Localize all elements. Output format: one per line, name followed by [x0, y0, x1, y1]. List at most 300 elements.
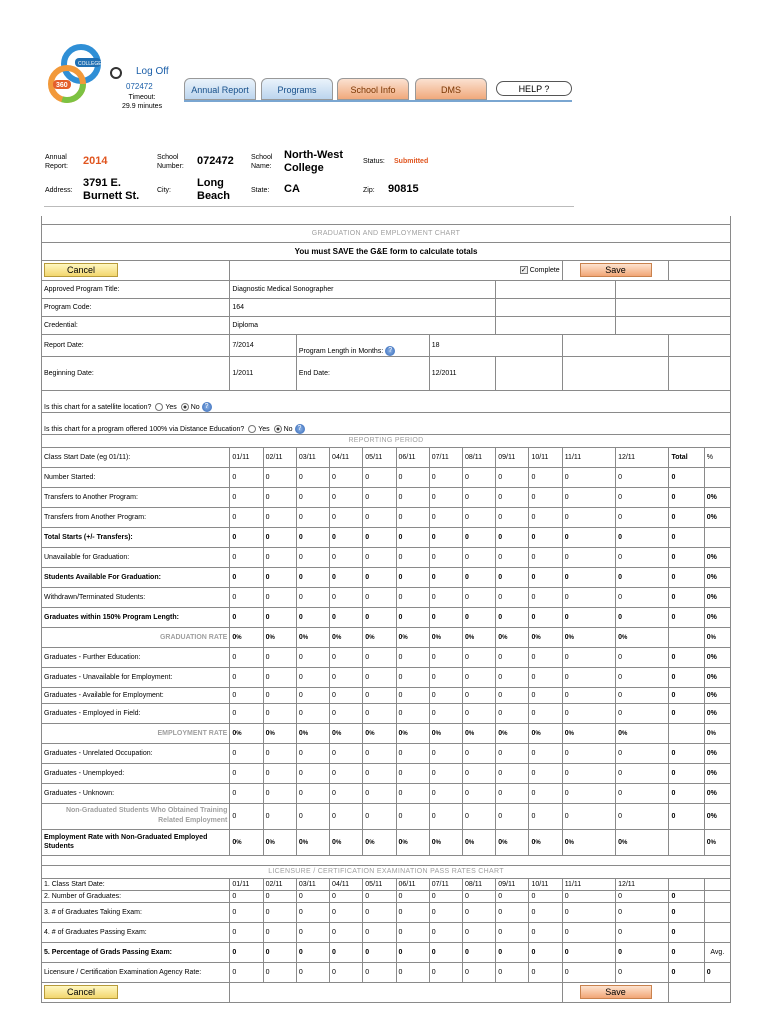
value-cell[interactable]: 0: [462, 687, 495, 703]
value-cell: 0: [230, 942, 263, 962]
value-cell[interactable]: 0: [230, 647, 263, 667]
value-cell[interactable]: 0: [429, 962, 462, 982]
value-cell[interactable]: 0: [363, 507, 396, 527]
value-cell[interactable]: 0: [429, 647, 462, 667]
value-cell[interactable]: 0: [496, 962, 529, 982]
school-code: 072472: [126, 82, 153, 91]
value-cell[interactable]: 0: [529, 567, 562, 587]
value-cell[interactable]: 0: [330, 763, 363, 783]
value-cell[interactable]: 0: [562, 467, 615, 487]
value-cell[interactable]: 0: [363, 922, 396, 942]
value-cell[interactable]: 0: [296, 607, 329, 627]
value-cell[interactable]: 0: [396, 803, 429, 829]
save-button[interactable]: Save: [580, 985, 652, 999]
value-cell[interactable]: 0: [462, 922, 495, 942]
value-cell[interactable]: 0: [363, 647, 396, 667]
value-cell[interactable]: 0: [296, 587, 329, 607]
tab-dms[interactable]: DMS: [415, 78, 487, 100]
value-cell[interactable]: 0: [396, 527, 429, 547]
value-cell[interactable]: 0: [263, 962, 296, 982]
value-cell[interactable]: 0: [230, 763, 263, 783]
value-cell[interactable]: 0: [616, 922, 669, 942]
value-cell: 0: [529, 942, 562, 962]
value-cell[interactable]: 0: [616, 587, 669, 607]
tab-school-info[interactable]: School Info: [337, 78, 409, 100]
empty-cell: [496, 280, 616, 298]
yes-label: Yes: [165, 403, 177, 411]
value-cell[interactable]: 0: [529, 467, 562, 487]
value-cell[interactable]: 0: [330, 667, 363, 687]
value-cell[interactable]: 0: [462, 890, 495, 902]
value-cell[interactable]: 0: [296, 743, 329, 763]
value-cell[interactable]: 0: [230, 902, 263, 922]
rate-cell: 0%: [396, 723, 429, 743]
value-cell[interactable]: 0: [529, 803, 562, 829]
value-cell[interactable]: 0: [616, 687, 669, 703]
value-cell[interactable]: 0: [296, 547, 329, 567]
value-cell[interactable]: 0: [496, 667, 529, 687]
distance-question: Is this chart for a program offered 100% via Distance Education?: [44, 425, 245, 433]
value-cell[interactable]: 0: [616, 547, 669, 567]
value-cell[interactable]: 0: [263, 487, 296, 507]
total-cell: 0: [669, 687, 704, 703]
value-cell[interactable]: 0: [496, 467, 529, 487]
value-cell[interactable]: 0: [363, 607, 396, 627]
value-cell[interactable]: 0: [462, 743, 495, 763]
value-cell[interactable]: 0: [296, 507, 329, 527]
value-cell[interactable]: 0: [529, 962, 562, 982]
value-cell[interactable]: 0: [296, 647, 329, 667]
value-cell[interactable]: 0: [462, 667, 495, 687]
licensure-month[interactable]: 01/11: [230, 878, 263, 890]
value-cell[interactable]: 0: [562, 703, 615, 723]
value-cell[interactable]: 0: [363, 743, 396, 763]
value-cell[interactable]: 0: [263, 763, 296, 783]
value-cell[interactable]: 0: [330, 527, 363, 547]
value-cell[interactable]: 0: [396, 743, 429, 763]
licensure-month[interactable]: 11/11: [562, 878, 615, 890]
value-cell[interactable]: 0: [496, 783, 529, 803]
value-cell[interactable]: 0: [396, 647, 429, 667]
complete-checkbox[interactable]: ✓: [520, 267, 527, 274]
value-cell[interactable]: 0: [616, 902, 669, 922]
value-cell[interactable]: 0: [529, 763, 562, 783]
value-cell[interactable]: 0: [562, 687, 615, 703]
value-cell[interactable]: 0: [462, 527, 495, 547]
value-cell[interactable]: 0: [496, 902, 529, 922]
value-cell[interactable]: 0: [529, 507, 562, 527]
value-cell[interactable]: 0: [496, 507, 529, 527]
value-cell[interactable]: 0: [296, 567, 329, 587]
value-cell[interactable]: 0: [330, 547, 363, 567]
value-cell[interactable]: 0: [496, 587, 529, 607]
value-cell[interactable]: 0: [330, 487, 363, 507]
help-icon[interactable]: ?: [295, 424, 305, 434]
satellite-no-radio[interactable]: [181, 403, 189, 411]
value-cell[interactable]: 0: [496, 703, 529, 723]
value-cell[interactable]: 0: [263, 703, 296, 723]
value-cell[interactable]: 0: [529, 547, 562, 567]
value-cell[interactable]: 0: [263, 647, 296, 667]
tab-annual-report[interactable]: Annual Report: [184, 78, 256, 100]
total-cell: 0: [669, 803, 704, 829]
value-cell[interactable]: 0: [496, 803, 529, 829]
value-cell[interactable]: 0: [363, 467, 396, 487]
value-cell[interactable]: 0: [496, 647, 529, 667]
value-cell[interactable]: 0: [296, 763, 329, 783]
cancel-button[interactable]: Cancel: [44, 985, 118, 999]
value-cell[interactable]: 0: [396, 587, 429, 607]
save-cell: [562, 982, 669, 1002]
value-cell[interactable]: 0: [330, 902, 363, 922]
value-cell[interactable]: 0: [529, 527, 562, 547]
value-cell[interactable]: 0: [230, 687, 263, 703]
value-cell[interactable]: 0: [330, 647, 363, 667]
report-date-value[interactable]: 7/2014: [230, 334, 296, 356]
value-cell[interactable]: 0: [562, 890, 615, 902]
value-cell[interactable]: 0: [562, 922, 615, 942]
value-cell[interactable]: 0: [429, 902, 462, 922]
value-cell[interactable]: 0: [263, 607, 296, 627]
rate-cell: 0%: [496, 829, 529, 855]
no-label: No: [283, 425, 293, 433]
value-cell[interactable]: 0: [396, 607, 429, 627]
value-cell[interactable]: 0: [396, 962, 429, 982]
value-cell[interactable]: 0: [230, 527, 263, 547]
value-cell[interactable]: 0: [363, 803, 396, 829]
value-cell[interactable]: 0: [429, 743, 462, 763]
value-cell[interactable]: 0: [529, 647, 562, 667]
tab-programs[interactable]: Programs: [261, 78, 333, 100]
distance-yes-radio[interactable]: [248, 425, 256, 433]
value-cell[interactable]: 0: [330, 743, 363, 763]
value-cell[interactable]: 0: [363, 487, 396, 507]
help-icon[interactable]: ?: [202, 402, 212, 412]
value-cell[interactable]: 0: [363, 687, 396, 703]
value-cell[interactable]: 0: [496, 763, 529, 783]
value-cell[interactable]: 0: [230, 567, 263, 587]
value-cell[interactable]: 0: [496, 687, 529, 703]
value-cell[interactable]: 0: [296, 922, 329, 942]
value-cell[interactable]: 0: [263, 890, 296, 902]
value-cell[interactable]: 0: [616, 703, 669, 723]
rate-cell: 0%: [616, 723, 669, 743]
value-cell[interactable]: 0: [363, 783, 396, 803]
value-cell[interactable]: 0: [230, 607, 263, 627]
value-cell[interactable]: 0: [396, 703, 429, 723]
value-cell[interactable]: 0: [263, 527, 296, 547]
value-cell[interactable]: 0: [263, 567, 296, 587]
value-cell[interactable]: 0: [562, 567, 615, 587]
value-cell[interactable]: 0: [529, 743, 562, 763]
value-cell[interactable]: 0: [616, 743, 669, 763]
value-cell[interactable]: 0: [396, 763, 429, 783]
value-cell[interactable]: 0: [396, 487, 429, 507]
value-cell[interactable]: 0: [363, 667, 396, 687]
beginning-date-value[interactable]: 1/2011: [230, 356, 296, 390]
licensure-month[interactable]: 08/11: [462, 878, 495, 890]
licensure-month[interactable]: 05/11: [363, 878, 396, 890]
cancel-button[interactable]: Cancel: [44, 263, 118, 277]
row-label: Total Starts (+/- Transfers):: [42, 527, 230, 547]
value-cell[interactable]: 0: [462, 783, 495, 803]
save-button[interactable]: Save: [580, 263, 652, 277]
value-cell[interactable]: 0: [562, 803, 615, 829]
value-cell[interactable]: 0: [429, 703, 462, 723]
value-cell[interactable]: 0: [396, 667, 429, 687]
value-cell[interactable]: 0: [429, 587, 462, 607]
value-cell[interactable]: 0: [363, 703, 396, 723]
value-cell[interactable]: 0: [330, 922, 363, 942]
licensure-month[interactable]: 02/11: [263, 878, 296, 890]
value-cell[interactable]: 0: [462, 803, 495, 829]
licensure-month[interactable]: 06/11: [396, 878, 429, 890]
value-cell[interactable]: 0: [616, 467, 669, 487]
value-cell[interactable]: 0: [462, 703, 495, 723]
value-cell[interactable]: 0: [562, 962, 615, 982]
value-cell[interactable]: 0: [263, 507, 296, 527]
value-cell[interactable]: 0: [296, 902, 329, 922]
licensure-month[interactable]: 09/11: [496, 878, 529, 890]
value-cell[interactable]: 0: [562, 487, 615, 507]
value-cell[interactable]: 0: [263, 803, 296, 829]
value-cell[interactable]: 0: [263, 783, 296, 803]
value-cell[interactable]: 0: [429, 487, 462, 507]
value-cell[interactable]: 0: [330, 890, 363, 902]
value-cell[interactable]: 0: [263, 902, 296, 922]
value-cell[interactable]: 0: [296, 527, 329, 547]
value-cell[interactable]: 0: [363, 763, 396, 783]
value-cell[interactable]: 0: [330, 507, 363, 527]
value-cell[interactable]: 0: [396, 547, 429, 567]
value-cell[interactable]: 0: [429, 687, 462, 703]
value-cell[interactable]: 0: [496, 567, 529, 587]
value-cell[interactable]: 0: [562, 763, 615, 783]
value-cell[interactable]: 0: [616, 783, 669, 803]
value-cell[interactable]: 0: [462, 607, 495, 627]
value-cell[interactable]: 0: [429, 763, 462, 783]
value-cell[interactable]: 0: [263, 922, 296, 942]
approved-title-value[interactable]: Diagnostic Medical Sonographer: [230, 280, 496, 298]
address-value: 3791 E. Burnett St.: [83, 177, 140, 202]
value-cell[interactable]: 0: [429, 547, 462, 567]
value-cell[interactable]: 0: [230, 587, 263, 607]
value-cell[interactable]: 0: [496, 487, 529, 507]
value-cell[interactable]: 0: [529, 487, 562, 507]
licensure-month[interactable]: 04/11: [330, 878, 363, 890]
value-cell[interactable]: 0: [462, 587, 495, 607]
value-cell[interactable]: 0: [263, 667, 296, 687]
value-cell[interactable]: 0: [396, 567, 429, 587]
rate-cell: 0%: [363, 627, 396, 647]
value-cell[interactable]: 0: [363, 902, 396, 922]
value-cell[interactable]: 0: [529, 687, 562, 703]
value-cell[interactable]: 0: [462, 902, 495, 922]
value-cell[interactable]: 0: [562, 902, 615, 922]
value-cell[interactable]: 0: [496, 527, 529, 547]
value-cell[interactable]: 0: [230, 703, 263, 723]
value-cell[interactable]: 0: [562, 743, 615, 763]
value-cell[interactable]: 0: [230, 667, 263, 687]
value-cell[interactable]: 0: [363, 547, 396, 567]
value-cell[interactable]: 0: [562, 507, 615, 527]
value-cell[interactable]: 0: [462, 467, 495, 487]
value-cell[interactable]: 0: [230, 743, 263, 763]
credential-value[interactable]: Diploma: [230, 316, 496, 334]
value-cell[interactable]: 0: [562, 783, 615, 803]
value-cell[interactable]: 0: [396, 687, 429, 703]
value-cell[interactable]: 0: [616, 667, 669, 687]
value-cell[interactable]: 0: [330, 783, 363, 803]
total-cell: 0: [669, 962, 704, 982]
program-code-value[interactable]: 164: [230, 298, 496, 316]
value-cell[interactable]: 0: [562, 667, 615, 687]
value-cell[interactable]: 0: [429, 922, 462, 942]
value-cell[interactable]: 0: [330, 687, 363, 703]
value-cell[interactable]: 0: [562, 527, 615, 547]
value-cell[interactable]: 0: [496, 890, 529, 902]
distance-no-radio[interactable]: [274, 425, 282, 433]
value-cell[interactable]: 0: [462, 567, 495, 587]
value-cell[interactable]: 0: [330, 803, 363, 829]
value-cell[interactable]: 0: [496, 547, 529, 567]
value-cell[interactable]: 0: [462, 547, 495, 567]
value-cell[interactable]: 0: [230, 922, 263, 942]
value-cell[interactable]: 0: [263, 687, 296, 703]
value-cell[interactable]: 0: [429, 467, 462, 487]
program-length-value[interactable]: 18: [429, 334, 562, 356]
value-cell[interactable]: 0: [616, 803, 669, 829]
value-cell[interactable]: 0: [296, 803, 329, 829]
value-cell[interactable]: 0: [562, 547, 615, 567]
licensure-month[interactable]: 03/11: [296, 878, 329, 890]
value-cell[interactable]: 0: [562, 647, 615, 667]
value-cell[interactable]: 0: [496, 743, 529, 763]
value-cell[interactable]: 0: [263, 743, 296, 763]
value-cell[interactable]: 0: [363, 890, 396, 902]
value-cell[interactable]: 0: [330, 703, 363, 723]
value-cell[interactable]: 0: [429, 667, 462, 687]
value-cell[interactable]: 0: [429, 803, 462, 829]
value-cell[interactable]: 0: [330, 567, 363, 587]
value-cell[interactable]: 0: [330, 962, 363, 982]
value-cell[interactable]: 0: [330, 467, 363, 487]
value-cell[interactable]: 0: [462, 507, 495, 527]
value-cell[interactable]: 0: [263, 467, 296, 487]
value-cell[interactable]: 0: [296, 487, 329, 507]
value-cell[interactable]: 0: [396, 467, 429, 487]
value-cell[interactable]: 0: [616, 607, 669, 627]
school-number-label: School Number:: [157, 154, 184, 170]
end-date-value[interactable]: 12/2011: [429, 356, 495, 390]
satellite-yes-radio[interactable]: [155, 403, 163, 411]
value-cell[interactable]: 0: [529, 587, 562, 607]
value-cell[interactable]: 0: [529, 890, 562, 902]
value-cell[interactable]: 0: [396, 890, 429, 902]
value-cell[interactable]: 0: [496, 607, 529, 627]
value-cell[interactable]: 0: [330, 607, 363, 627]
licensure-month[interactable]: 10/11: [529, 878, 562, 890]
licensure-month[interactable]: 07/11: [429, 878, 462, 890]
total-cell: 0: [669, 783, 704, 803]
value-cell[interactable]: 0: [429, 607, 462, 627]
value-cell[interactable]: 0: [230, 467, 263, 487]
value-cell[interactable]: 0: [296, 703, 329, 723]
help-button[interactable]: HELP ?: [496, 81, 572, 96]
value-cell[interactable]: 0: [462, 962, 495, 982]
logoff-label[interactable]: Log Off: [136, 66, 169, 77]
value-cell[interactable]: 0: [616, 763, 669, 783]
value-cell[interactable]: 0: [429, 507, 462, 527]
value-cell[interactable]: 0: [462, 487, 495, 507]
value-cell[interactable]: 0: [363, 962, 396, 982]
value-cell[interactable]: 0: [363, 527, 396, 547]
value-cell[interactable]: 0: [529, 783, 562, 803]
value-cell[interactable]: 0: [230, 803, 263, 829]
value-cell[interactable]: 0: [230, 890, 263, 902]
no-label: No: [190, 403, 200, 411]
value-cell[interactable]: 0: [296, 687, 329, 703]
rate-cell: 0%: [429, 829, 462, 855]
value-cell[interactable]: 0: [296, 467, 329, 487]
value-cell[interactable]: 0: [529, 922, 562, 942]
value-cell[interactable]: 0: [230, 507, 263, 527]
help-icon[interactable]: ?: [385, 346, 395, 356]
value-cell[interactable]: 0: [616, 890, 669, 902]
value-cell[interactable]: 0: [462, 763, 495, 783]
value-cell[interactable]: 0: [616, 647, 669, 667]
value-cell[interactable]: 0: [230, 487, 263, 507]
value-cell[interactable]: 0: [616, 507, 669, 527]
value-cell[interactable]: 0: [562, 587, 615, 607]
value-cell[interactable]: 0: [363, 587, 396, 607]
value-cell[interactable]: 0: [616, 567, 669, 587]
value-cell[interactable]: 0: [529, 607, 562, 627]
value-cell[interactable]: 0: [396, 507, 429, 527]
value-cell[interactable]: 0: [230, 962, 263, 982]
value-cell[interactable]: 0: [230, 547, 263, 567]
value-cell[interactable]: 0: [429, 527, 462, 547]
value-cell[interactable]: 0: [616, 487, 669, 507]
value-cell[interactable]: 0: [429, 783, 462, 803]
value-cell[interactable]: 0: [296, 890, 329, 902]
value-cell[interactable]: 0: [429, 567, 462, 587]
value-cell[interactable]: 0: [396, 902, 429, 922]
value-cell[interactable]: 0: [496, 922, 529, 942]
value-cell[interactable]: 0: [363, 567, 396, 587]
value-cell[interactable]: 0: [330, 587, 363, 607]
value-cell[interactable]: 0: [529, 703, 562, 723]
value-cell[interactable]: 0: [396, 922, 429, 942]
value-cell[interactable]: 0: [616, 962, 669, 982]
value-cell[interactable]: 0: [263, 587, 296, 607]
value-cell[interactable]: 0: [230, 783, 263, 803]
value-cell[interactable]: 0: [396, 783, 429, 803]
rate-cell: 0%: [296, 627, 329, 647]
value-cell[interactable]: 0: [462, 647, 495, 667]
chart-title: GRADUATION AND EMPLOYMENT CHART: [42, 224, 731, 242]
value-cell[interactable]: 0: [562, 607, 615, 627]
value-cell[interactable]: 0: [296, 783, 329, 803]
value-cell[interactable]: 0: [296, 962, 329, 982]
value-cell[interactable]: 0: [616, 527, 669, 547]
value-cell[interactable]: 0: [263, 547, 296, 567]
value-cell[interactable]: 0: [529, 902, 562, 922]
value-cell[interactable]: 0: [429, 890, 462, 902]
value-cell[interactable]: 0: [296, 667, 329, 687]
value-cell[interactable]: 0: [529, 667, 562, 687]
licensure-month[interactable]: 12/11: [616, 878, 669, 890]
